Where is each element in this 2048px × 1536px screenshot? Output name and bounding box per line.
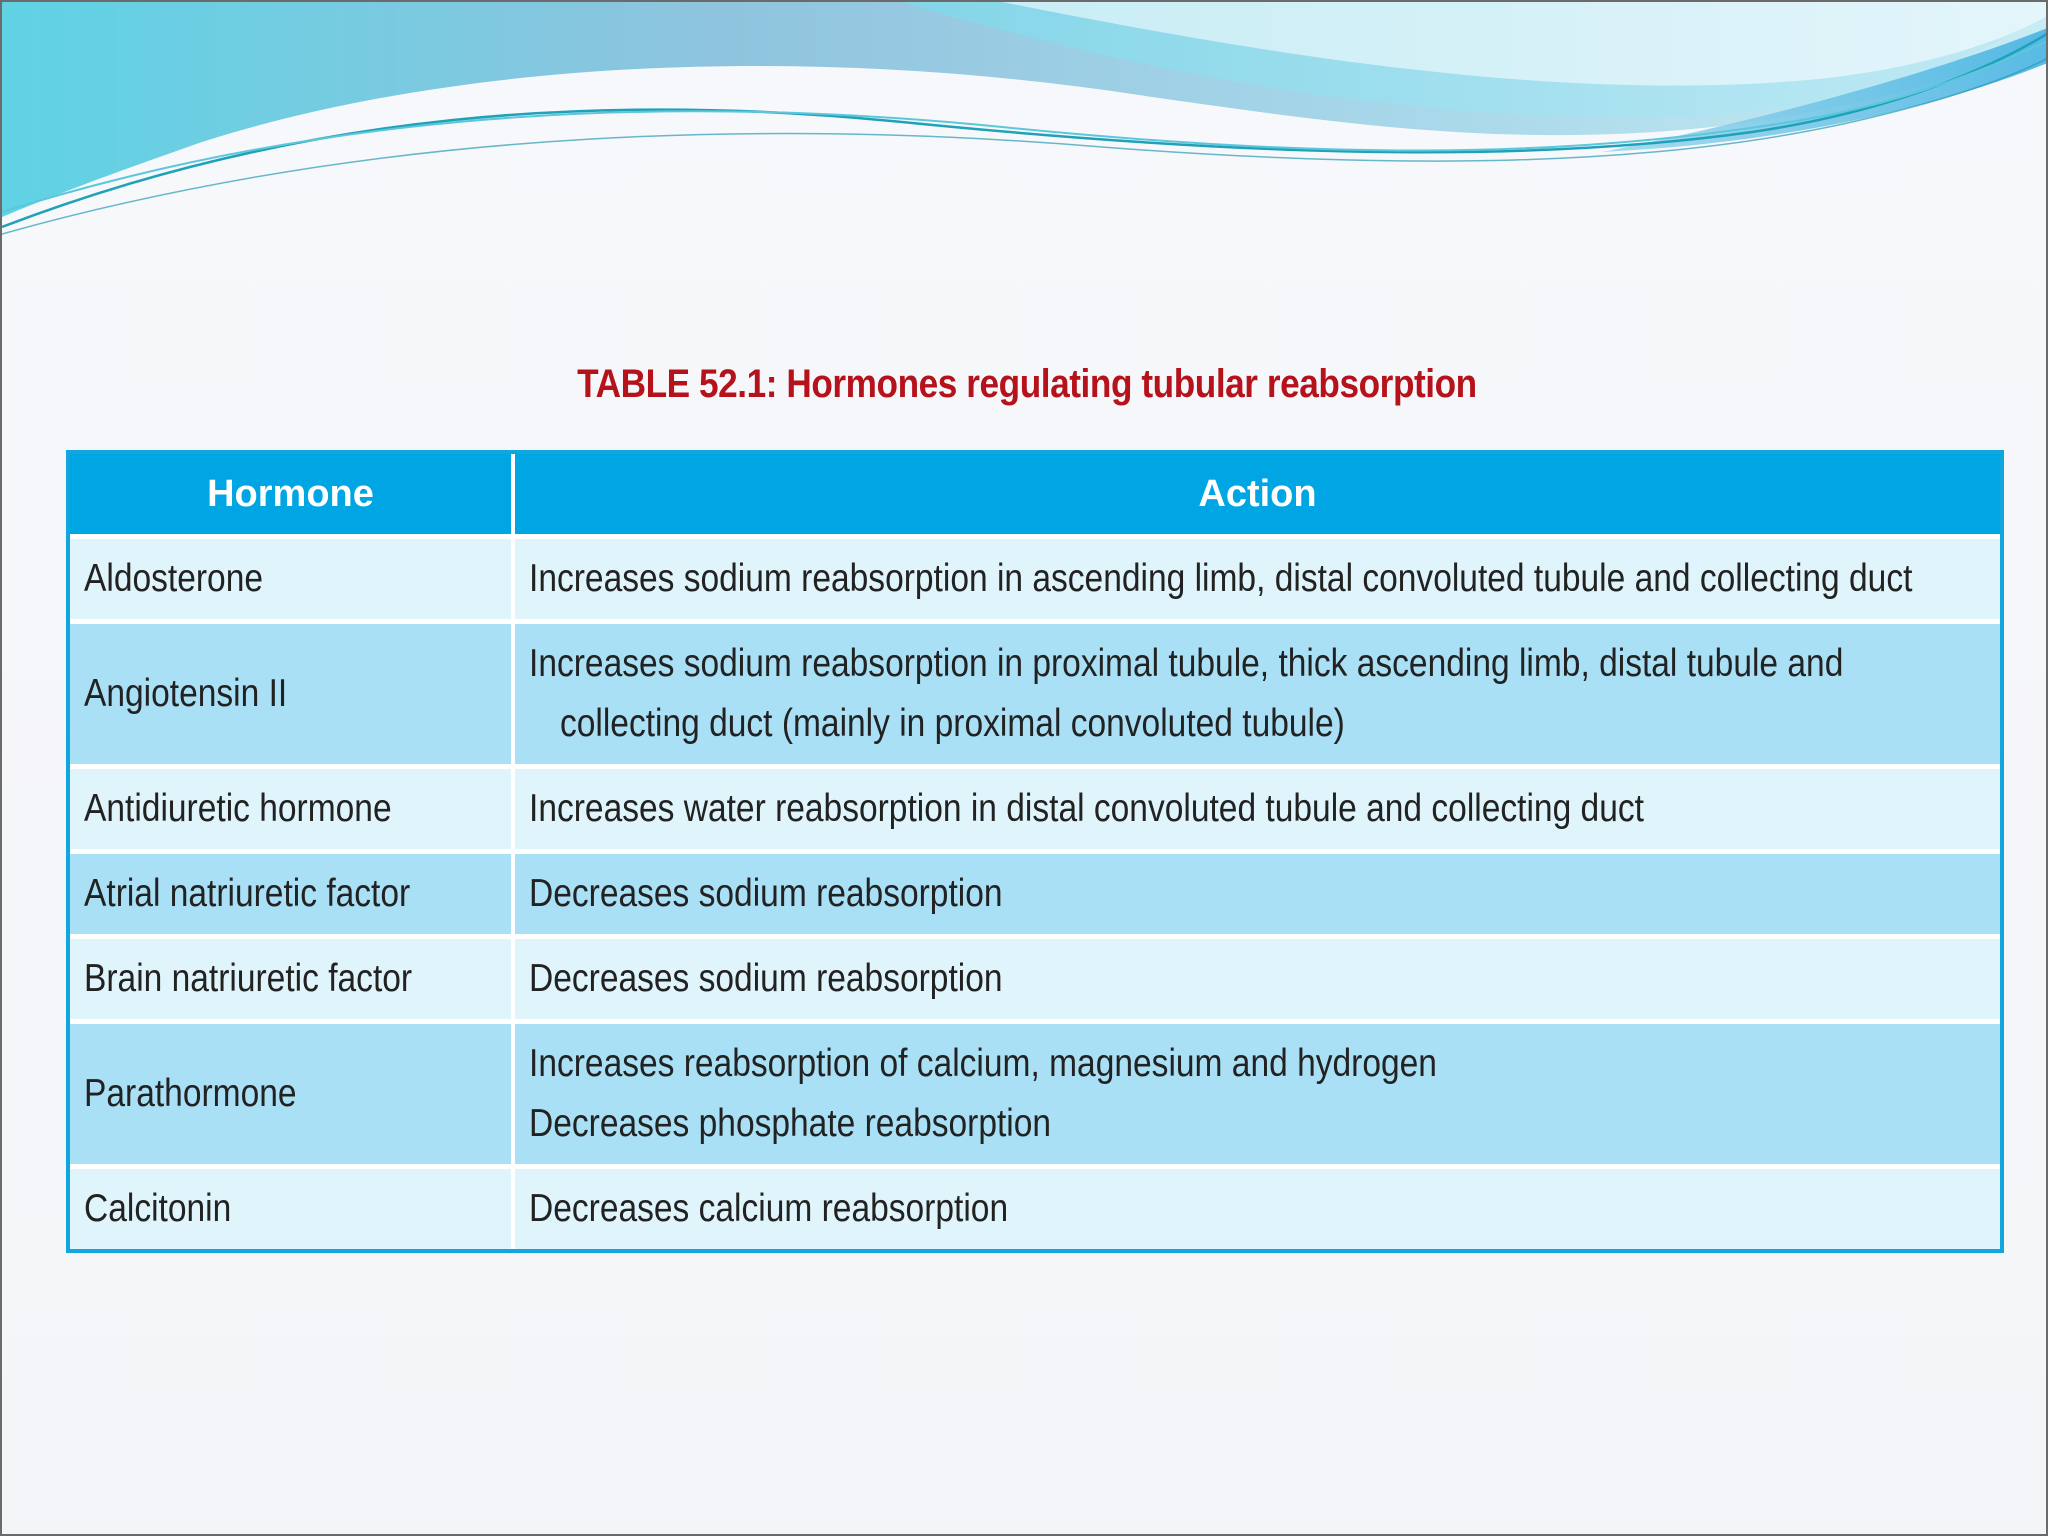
hormone-cell [70, 852, 513, 937]
table-row-brain [70, 937, 2000, 1022]
hormone-name: Antidiuretic hormone [84, 787, 392, 830]
action-cell [513, 852, 2000, 937]
hormone-cell [70, 537, 513, 622]
table-row-aldosterone [70, 537, 2000, 622]
table-row-parathormone [70, 1022, 2000, 1167]
action-cell [513, 1022, 2000, 1167]
table-row-antidiuretic [70, 767, 2000, 852]
hormone-cell [70, 1022, 513, 1167]
wave-banner-decoration [2, 2, 2048, 322]
action-text: Increases water reabsorption in distal convoluted tubule and collecting duct [529, 787, 1644, 830]
hormone-cell [70, 1167, 513, 1250]
action-text: Decreases calcium reabsorption [529, 1187, 1009, 1230]
action-text: Decreases sodium reabsorption [529, 957, 1003, 1000]
action-text: Increases sodium reabsorption in proximal tubule, thick ascending limb, distal tubule and [529, 642, 1844, 685]
action-cell [513, 1167, 2000, 1250]
action-text: Increases reabsorption of calcium, magnesium and hydrogen [529, 1042, 1437, 1085]
hormone-cell [70, 767, 513, 852]
table-row-angiotensin [70, 622, 2000, 767]
action-cell [513, 622, 2000, 767]
action-text: Increases sodium reabsorption in ascending limb, distal convoluted tubule and collecting duct [529, 557, 1913, 600]
hormone-table [66, 450, 2004, 1253]
hormone-cell [70, 622, 513, 767]
table-row-calcitonin [70, 1167, 2000, 1250]
action-text-continued: collecting duct (mainly in proximal convoluted tubule) [559, 702, 1345, 745]
table-title: TABLE 52.1: Hormones regulating tubular reabsorption [577, 362, 1477, 406]
hormone-name: Parathormone [84, 1072, 297, 1115]
hormone-cell [70, 937, 513, 1022]
action-cell [513, 767, 2000, 852]
table-header-row [70, 454, 2000, 537]
column-header-action: Action [513, 454, 2000, 537]
hormone-name: Aldosterone [84, 557, 264, 600]
action-cell [513, 937, 2000, 1022]
hormone-name: Atrial natriuretic factor [84, 872, 411, 915]
action-text: Decreases sodium reabsorption [529, 872, 1003, 915]
column-header-hormone: Hormone [70, 454, 513, 537]
hormone-name: Angiotensin II [84, 672, 288, 715]
hormone-name: Calcitonin [84, 1187, 232, 1230]
action-cell [513, 537, 2000, 622]
action-text-second: Decreases phosphate reabsorption [529, 1102, 1052, 1145]
hormone-name: Brain natriuretic factor [84, 957, 413, 1000]
table-row-atrial [70, 852, 2000, 937]
